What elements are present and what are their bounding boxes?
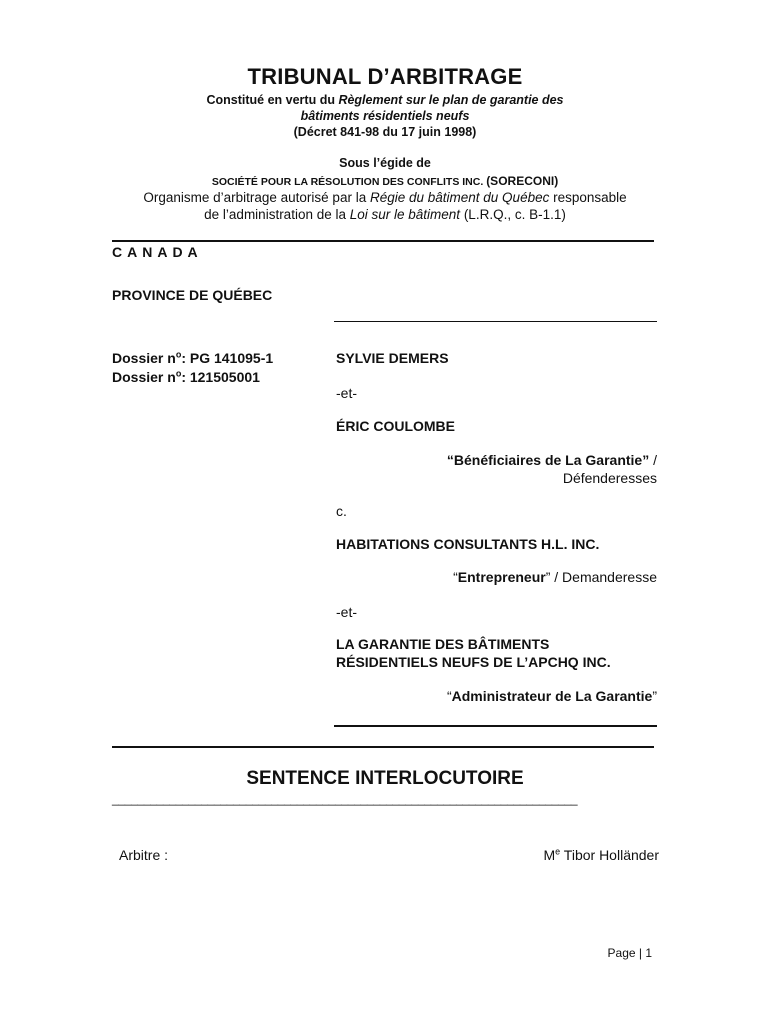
role-entrepreneur	[453, 569, 657, 585]
subtitle-line-1-b: Règlement sur le plan de garantie des	[338, 93, 564, 107]
role-defenderesses: Défenderesses	[562, 470, 657, 486]
organisme-line-2-b: Loi sur le bâtiment	[349, 207, 461, 222]
egide-line: Sous l’égide de	[339, 156, 431, 170]
page-number: Page | 1	[607, 946, 652, 960]
party-garantie-line-1: LA GARANTIE DES BÂTIMENTS	[336, 636, 550, 652]
parties-bottom-rule	[334, 725, 657, 727]
document-title: TRIBUNAL D’ARBITRAGE	[247, 64, 523, 89]
arbitre-name	[543, 847, 659, 863]
party-eric-coulombe: ÉRIC COULOMBE	[336, 418, 455, 434]
societe-line	[0, 174, 770, 188]
role-administrateur-quote-open: “	[446, 688, 452, 704]
subtitle-line-1	[0, 92, 770, 108]
dossier-1-value: : PG 141095-1	[181, 350, 274, 366]
country-label: CANADA	[112, 244, 203, 260]
arbitre-prefix: M	[543, 847, 556, 863]
conjunction-et-1: -et-	[336, 385, 357, 401]
decision-top-rule	[112, 746, 654, 748]
role-beneficiaires-bold: “Bénéficiaires de La Garantie”	[446, 452, 650, 468]
dossier-2-sup: o	[175, 368, 182, 379]
party-sylvie-demers: SYLVIE DEMERS	[336, 350, 449, 366]
province-label: PROVINCE DE QUÉBEC	[112, 287, 273, 303]
role-administrateur	[447, 688, 657, 704]
role-entrepreneur-rest: ” / Demanderesse	[545, 569, 657, 585]
conjunction-et-2: -et-	[336, 604, 357, 620]
organisme-line-2-c: (L.R.Q., c. B-1.1)	[460, 207, 566, 222]
role-entrepreneur-quote: “	[453, 569, 458, 585]
dossier-1-label: Dossier n	[112, 350, 176, 366]
organisme-line-2	[0, 206, 770, 223]
role-entrepreneur-bold: Entrepreneur	[457, 569, 546, 585]
organisme-line-2-a: de l’administration de la	[204, 207, 350, 222]
parties-top-rule	[334, 321, 657, 322]
party-garantie-line-2: RÉSIDENTIELS NEUFS DE L’APCHQ INC.	[336, 654, 611, 670]
dossier-number-2	[112, 369, 260, 385]
subtitle-line-1-a: Constitué en vertu du	[206, 93, 339, 107]
societe-acronym: (SORECONI)	[486, 174, 559, 188]
organisme-line-1	[0, 189, 770, 206]
organisme-line-1-b: Régie du bâtiment du Québec	[369, 190, 550, 205]
arbitre-label: Arbitre :	[119, 847, 169, 863]
role-beneficiaires-rest: /	[649, 452, 657, 468]
dossier-2-value: : 121505001	[181, 369, 260, 385]
dossier-2-label: Dossier n	[112, 369, 176, 385]
role-beneficiaires	[447, 452, 657, 468]
organisme-line-1-c: responsable	[549, 190, 627, 205]
subtitle-line-3: (Décret 841-98 du 17 juin 1998)	[293, 125, 477, 139]
subtitle-line-2: bâtiments résidentiels neufs	[300, 109, 470, 123]
conjunction-c: c.	[336, 503, 347, 519]
header-divider	[112, 240, 654, 242]
dossier-1-sup: o	[175, 349, 182, 360]
role-administrateur-bold: Administrateur de La Garantie	[451, 688, 653, 704]
dossier-number-1	[112, 350, 273, 366]
organisme-line-1-a: Organisme d’arbitrage autorisé par la	[143, 190, 370, 205]
sentence-title: SENTENCE INTERLOCUTOIRE	[246, 768, 524, 789]
underscore-rule: _________________________________________________________________________	[112, 792, 578, 806]
role-administrateur-quote-close: ”	[652, 688, 657, 704]
arbitre-prefix-sup: e	[555, 846, 561, 857]
party-habitations: HABITATIONS CONSULTANTS H.L. INC.	[336, 536, 600, 552]
arbitre-fullname: Tibor Holländer	[560, 847, 659, 863]
societe-name: SOCIÉTÉ POUR LA RÉSOLUTION DES CONFLITS INC.	[211, 176, 487, 188]
